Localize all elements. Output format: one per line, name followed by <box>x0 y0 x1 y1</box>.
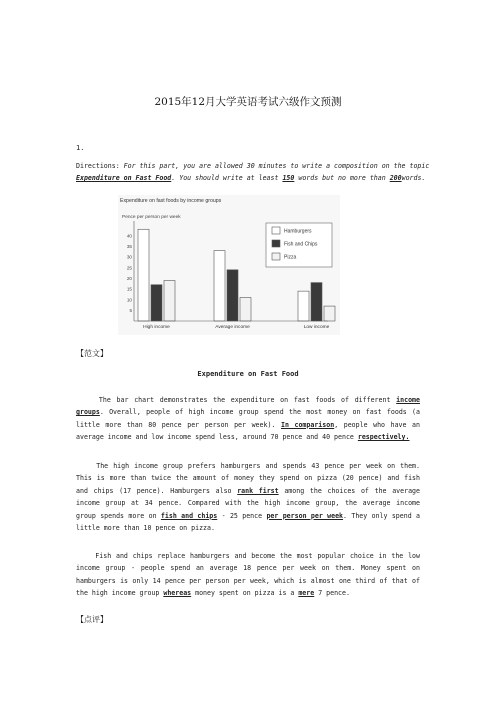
directions <box>76 160 436 184</box>
bar <box>227 270 238 321</box>
page-title: 2015年12月大学英语考试六级作文预测 <box>154 96 342 108</box>
chart-title: Expenditure on fast foods by income groups <box>120 198 222 204</box>
p2-keyword-per-person: per person per week <box>266 511 344 520</box>
legend <box>266 223 332 267</box>
y-axis-label: Pence per person per week <box>122 215 181 220</box>
p3-text-b: money spent on pizza is a <box>191 589 299 598</box>
p2-text-a: The high income group prefers hamburgers and spends 43 pence per week on them. This is more than twice the amount of money they spend on pizza (20 pence) and fish and chips (17 pence). Hamburgers also <box>76 462 420 495</box>
directions-min-words: 150 <box>282 174 295 182</box>
essay-paragraph-2 <box>76 460 420 534</box>
essay-title: Expenditure on Fast Food <box>197 370 299 378</box>
bar <box>214 251 225 321</box>
p2-keyword-fish-and-chips: fish and chips <box>160 511 218 520</box>
essay-paragraph-1 <box>76 394 420 444</box>
p1-text-c: , people who have an average income and low income spend less, around 70 pence and 40 pence <box>76 420 420 442</box>
y-tick-label: 30 <box>126 254 132 260</box>
p3-keyword-whereas: whereas <box>163 589 192 598</box>
legend-label: Pizza <box>284 254 297 261</box>
legend-swatch <box>272 240 280 247</box>
directions-text-1: For this part, you are allowed 30 minutes to write a composition on the topic <box>123 162 430 170</box>
directions-topic: Expenditure on Fast Food <box>76 174 172 182</box>
legend-swatch <box>272 253 280 260</box>
p1-keyword-respectively: respectively. <box>357 433 410 442</box>
p2-text-d: . They only spend a little more than 10 pence on pizza. <box>76 511 421 533</box>
legend-swatch <box>272 227 280 234</box>
p3-keyword-mere: mere <box>298 589 315 598</box>
directions-max-words: 200 <box>389 174 402 182</box>
bar <box>298 291 309 321</box>
p2-text-b: among the choices of the average income group at 34 pence. Compared with the high income group, the average income group spends more on <box>76 486 420 520</box>
directions-text-4: words. <box>401 174 426 182</box>
x-category-label: Low income <box>303 325 330 330</box>
bar <box>240 298 251 321</box>
p1-keyword-in-comparison: In comparison <box>280 420 335 429</box>
legend-label: Hamburgers <box>284 228 312 235</box>
directions-text-2: . You should write at least <box>171 174 279 182</box>
p2-keyword-rank-first: rank first <box>237 486 279 495</box>
y-tick-label: 40 <box>126 233 132 239</box>
p1-keyword-income-groups: income groups <box>76 396 420 417</box>
p1-text-a: The bar chart demonstrates the expenditure on fast foods of different <box>98 396 397 404</box>
y-tick-label: 20 <box>126 275 132 281</box>
legend-label: Fish and Chips <box>284 241 318 248</box>
p3-text-c: 7 pence. <box>314 589 350 598</box>
essay-paragraph-3 <box>76 550 420 600</box>
x-category-label: Average income <box>215 325 250 330</box>
bar <box>164 280 175 321</box>
x-category-label: High income <box>143 325 170 330</box>
bar <box>138 229 149 321</box>
section-label-dianping: 【点评】 <box>76 615 108 624</box>
p2-text-c: - 25 pence <box>217 511 267 520</box>
y-tick-label: 10 <box>126 297 132 303</box>
bar <box>311 283 322 321</box>
p1-text-b: . Overall, people of high income group spend the most money on fast foods (a little more than 80 pence per person per week). <box>76 408 420 429</box>
directions-text-3: words but no more than <box>298 174 386 182</box>
y-tick-label: 5 <box>129 307 132 313</box>
y-tick-label: 25 <box>126 265 132 271</box>
y-tick-label: 35 <box>126 243 132 249</box>
bar <box>324 306 335 321</box>
bar-chart <box>118 195 340 335</box>
y-tick-label: 15 <box>126 286 132 292</box>
item-number: 1. <box>76 144 85 152</box>
section-label-fanwen: 【范文】 <box>76 349 108 358</box>
bar <box>151 285 162 321</box>
directions-label: Directions: <box>76 162 120 170</box>
p3-text-a: Fish and chips replace hamburgers and become the most popular choice in the low income group - people spend an average 18 pence per week on them. Money spent on hamburgers is only 14 pence per person per week, which is almost one third of that of the high income group <box>76 552 420 598</box>
bar-chart-svg <box>118 195 340 335</box>
